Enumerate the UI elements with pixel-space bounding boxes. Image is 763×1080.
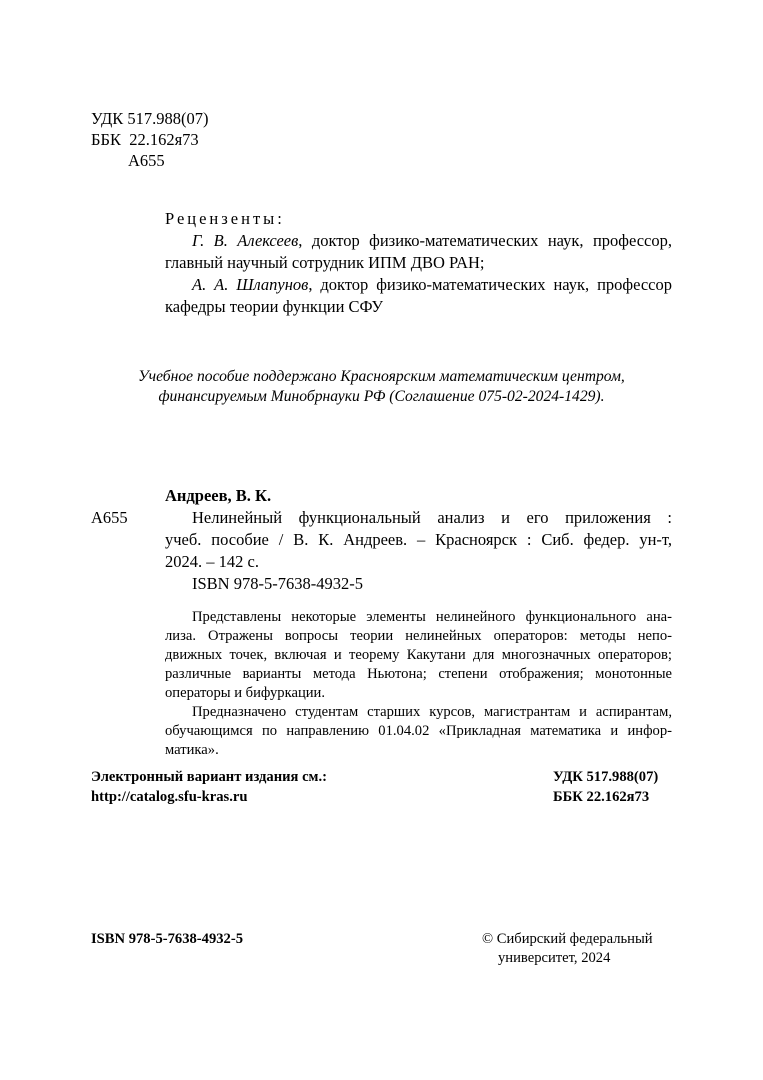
biblio-author: Андреев, В. К. [165,486,272,505]
reviewer-2-line-1 [165,274,672,296]
abstract-line: движных точек, включая и теорему Какутани для многозначных операторов; [165,647,672,663]
abstract-line: Предназначено студентам старших курсов, магистрантам и аспирантам, [192,704,672,720]
copyright-line-2: университет, 2024 [498,950,611,966]
bbk-top: ББК 22.162я73 [91,130,199,149]
reviewer-2-line-2: кафедры теории функции СФУ [165,297,384,316]
udk-bottom: УДК 517.988(07) [553,769,659,785]
copyright [482,930,653,968]
reviewer-2-desc: , доктор физико-математических наук, профессор [308,275,672,294]
author-mark-top: А655 [128,151,165,170]
support-note-line: Учебное пособие поддержано Красноярским математическим центром, [138,368,625,385]
support-note [91,367,672,407]
biblio-line: Нелинейный функциональный анализ и его приложения : [192,508,672,527]
abstract-line: лиза. Отражены вопросы теории нелинейных операторов: методы непо- [165,628,672,644]
reviewer-1-line-1 [165,230,672,252]
electronic-label: Электронный вариант издания см.: [91,769,328,785]
reviewer-1-desc: , доктор физико-математических наук, профессор, [298,231,672,250]
reviewer-2-name: А. А. Шлапунов [192,275,309,294]
reviewers-heading: Рецензенты: [165,209,285,228]
electronic-version [91,767,327,807]
abstract-line: обучающимся по направлению 01.04.02 «Прикладная математика и инфор- [165,723,672,739]
udk-top: УДК 517.988(07) [91,109,209,128]
reviewers [165,208,672,318]
abstract [165,608,672,760]
abstract-line: Представлены некоторые элементы нелинейного функционального ана- [192,609,672,625]
abstract-line: различные варианты метода Ньютона; степени отображения; монотонные [165,666,672,682]
bbk-bottom: ББК 22.162я73 [553,789,650,805]
biblio-line: учеб. пособие / В. К. Андреев. – Красноярск : Сиб. федер. ун-т, [165,530,672,549]
support-note-line: финансируемым Минобрнауки РФ (Соглашение 075-02-2024-1429). [158,388,605,405]
abstract-line: матика». [165,742,219,758]
reviewer-1-name: Г. В. Алексеев [192,231,299,250]
biblio-mark: А655 [91,508,128,527]
footer-isbn: ISBN 978-5-7638-4932-5 [91,931,244,947]
index-bottom [553,767,658,807]
biblio-record [165,507,672,595]
biblio-line: 2024. – 142 с. [165,552,259,571]
electronic-url[interactable]: http://catalog.sfu-kras.ru [91,789,248,805]
copyright-line-1: © Сибирский федеральный [482,931,653,947]
biblio-isbn: ISBN 978-5-7638-4932-5 [192,574,363,593]
abstract-line: операторы и бифуркации. [165,685,326,701]
reviewer-1-line-2: главный научный сотрудник ИПМ ДВО РАН; [165,253,485,272]
